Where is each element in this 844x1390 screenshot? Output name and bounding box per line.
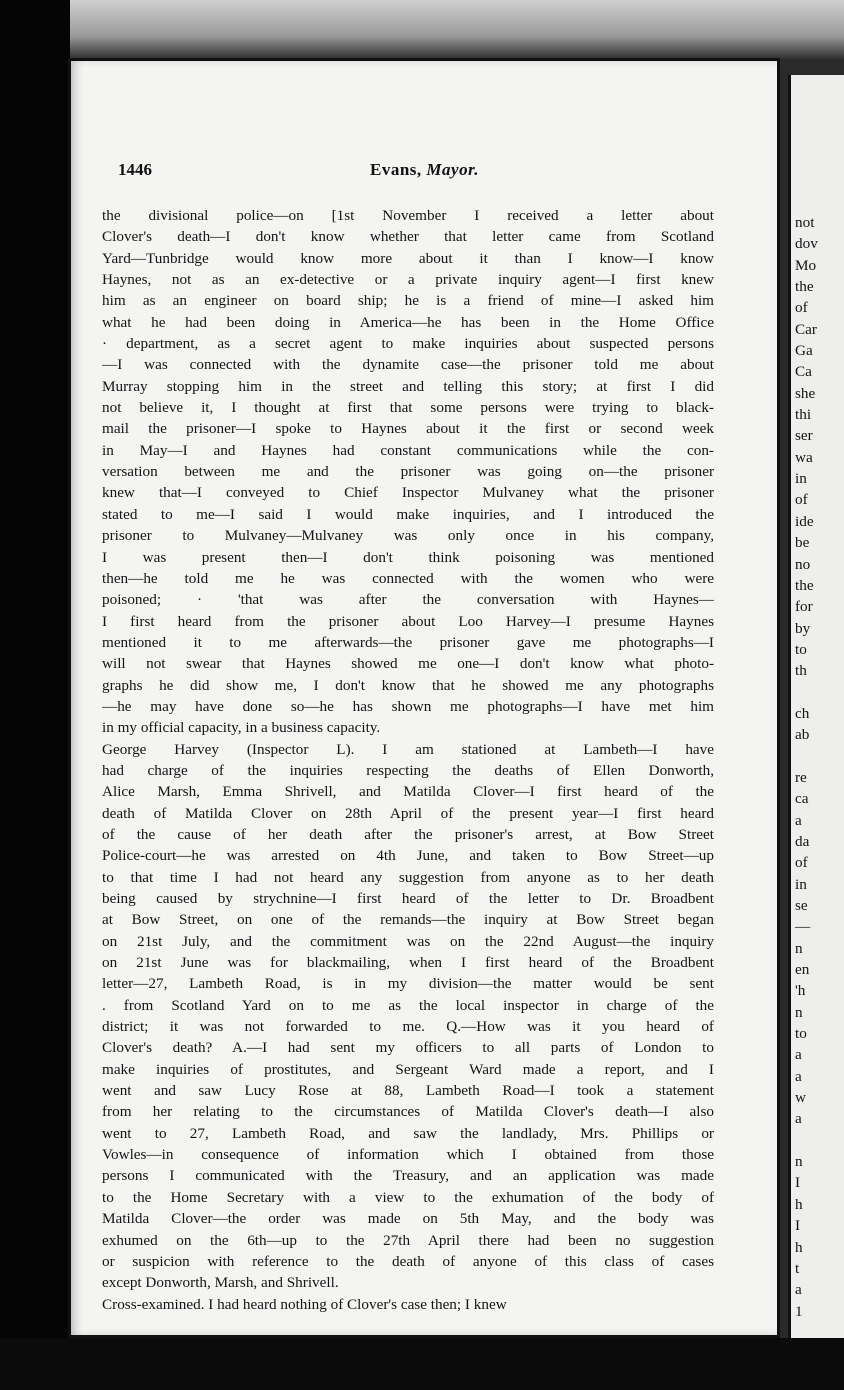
text-line: Haynes, not as an ex-detective or a private inquiry agent—I first knew <box>102 271 714 289</box>
facing-page-line: the <box>795 278 814 296</box>
text-line: prisoner to Mulvaney—Mulvaney was only once in his company, <box>102 527 714 545</box>
running-head-title: Mayor. <box>426 160 480 179</box>
body-text <box>102 205 714 1315</box>
facing-page-line: Mo <box>795 256 817 274</box>
facing-page-line: n <box>795 939 803 957</box>
text-line: went to 27, Lambeth Road, and saw the landlady, Mrs. Phillips or <box>102 1124 714 1142</box>
facing-page-line: ca <box>795 790 809 808</box>
facing-page-line: Ga <box>795 342 813 360</box>
text-line: make inquiries of prostitutes, and Sergeant Ward made a report, and I <box>102 1060 714 1078</box>
facing-page-edge <box>788 75 844 1345</box>
text-line: being caused by strychnine—I first heard of the letter to Dr. Broadbent <box>102 890 714 907</box>
facing-page-line: se <box>795 897 808 914</box>
text-line: or suspicion with reference to the death of anyone of this class of cases <box>102 1252 714 1270</box>
facing-page-line: a <box>795 1281 802 1299</box>
text-line: · department, as a secret agent to make inquiries about suspected persons <box>102 335 714 353</box>
facing-page-line: w <box>795 1089 806 1107</box>
facing-page-line: she <box>795 384 816 402</box>
facing-page-line: a <box>795 1046 802 1064</box>
text-line: then—he told me he was connected with the women who were <box>102 569 714 587</box>
text-line: from her relating to the circumstances of Matilda Clover's death—I also <box>102 1103 714 1121</box>
scan-bottom-margin <box>0 1338 844 1390</box>
facing-page-line: n <box>795 1003 803 1021</box>
text-line: the divisional police—on [1st November I received a letter about <box>102 207 714 224</box>
text-line: letter—27, Lambeth Road, is in my division—the matter would be sent <box>102 975 714 993</box>
facing-page-line: a <box>795 1110 802 1128</box>
facing-page-line: Car <box>795 320 817 338</box>
facing-page-line: 'h <box>795 982 806 1000</box>
facing-page-line: ide <box>795 512 814 530</box>
text-line: had charge of the inquiries respecting the deaths of Ellen Donworth, <box>102 761 714 779</box>
facing-page-text <box>791 212 818 1322</box>
facing-page-line <box>791 1130 818 1151</box>
facing-page-line: thi <box>795 406 812 424</box>
text-line: stated to me—I said I would make inquiries, and I introduced the <box>102 505 714 523</box>
facing-page-line: n <box>795 1153 803 1171</box>
text-line: Police-court—he was arrested on 4th June, and taken to Bow Street—up <box>102 847 714 865</box>
facing-page-line: no <box>795 555 811 573</box>
text-line: Murray stopping him in the street and telling this story; at first I did <box>102 377 714 395</box>
text-line: district; it was not forwarded to me. Q.—How was it you heard of <box>102 1018 714 1036</box>
facing-page-line: by <box>795 619 811 637</box>
text-line: him as an engineer on board ship; he is a friend of mine—I asked him <box>102 292 714 310</box>
text-line: Alice Marsh, Emma Shrivell, and Matilda Clover—I first heard of the <box>102 783 714 801</box>
scan-left-margin <box>0 0 70 1390</box>
facing-page-line: wa <box>795 448 813 466</box>
facing-page-line: ser <box>795 427 813 445</box>
facing-page-line: in <box>795 470 807 488</box>
facing-page-line: dov <box>795 235 818 253</box>
text-line: Matilda Clover—the order was made on 5th May, and the body was <box>102 1210 714 1228</box>
facing-page-line: ab <box>795 726 810 744</box>
facing-page-line: of <box>795 491 808 509</box>
text-line: Clover's death? A.—I had sent my officers to all parts of London to <box>102 1039 714 1057</box>
text-line: persons I communicated with the Treasury, and an application was made <box>102 1167 714 1185</box>
facing-page-line: en <box>795 961 810 979</box>
facing-page-line: 1 <box>795 1302 803 1320</box>
text-line: at Bow Street, on one of the remands—the inquiry at Bow Street began <box>102 911 714 929</box>
facing-page-line: Ca <box>795 363 812 381</box>
facing-page-line: I <box>795 1217 801 1235</box>
text-line: in my official capacity, in a business capacity. <box>102 719 381 737</box>
facing-page-line: — <box>795 918 811 936</box>
text-line: George Harvey (Inspector L). I am stationed at Lambeth—I have <box>102 740 714 758</box>
facing-page-line: of <box>795 299 808 317</box>
text-line: . from Scotland Yard on to me as the local inspector in charge of the <box>102 996 714 1014</box>
text-line: I was present then—I don't think poisoning was mentioned <box>102 548 714 566</box>
facing-page-line: t <box>795 1259 800 1277</box>
facing-page-line <box>791 746 818 767</box>
text-line: in May—I and Haynes had constant communications while the con- <box>102 441 714 459</box>
facing-page-line: h <box>795 1195 803 1213</box>
running-head <box>370 160 479 180</box>
text-line: to that time I had not heard any suggestion from anyone as to her death <box>102 868 714 886</box>
page-number: 1446 <box>118 160 152 179</box>
text-line: will not swear that Haynes showed me one—I don't know what photo- <box>102 655 714 673</box>
text-line: except Donworth, Marsh, and Shrivell. <box>102 1274 339 1292</box>
text-line: not believe it, I thought at first that some persons were trying to black- <box>102 399 714 417</box>
text-line: Vowles—in consequence of information which I obtained from those <box>102 1146 714 1164</box>
facing-page-line: a <box>795 811 802 829</box>
facing-page-line: to <box>795 1025 807 1043</box>
text-line: mail the prisoner—I spoke to Haynes about it the first or second week <box>102 420 714 438</box>
page-header <box>118 160 712 190</box>
facing-page-line: of <box>795 854 808 872</box>
facing-page-line: not <box>795 214 815 231</box>
text-line: —I was connected with the dynamite case—the prisoner told me about <box>102 356 714 374</box>
text-line: versation between me and the prisoner was going on—the prisoner <box>102 463 714 481</box>
text-line: Yard—Tunbridge would know more about it than I know—I know <box>102 249 714 267</box>
facing-page-line: I <box>795 1174 801 1192</box>
text-line: graphs he did show me, I don't know that he showed me any photographs <box>102 676 714 694</box>
text-line: knew that—I conveyed to Chief Inspector Mulvaney what the prisoner <box>102 484 714 502</box>
text-line: I first heard from the prisoner about Loo Harvey—I presume Haynes <box>102 612 714 630</box>
facing-page-line: th <box>795 662 807 680</box>
facing-page-line: to <box>795 640 807 658</box>
text-line: exhumed on the 6th—up to the 27th April there had been no suggestion <box>102 1231 714 1249</box>
facing-page-line <box>791 682 818 703</box>
text-line: poisoned; · 'that was after the conversation with Haynes— <box>102 591 714 609</box>
text-line: to the Home Secretary with a view to the exhumation of the body of <box>102 1188 714 1206</box>
facing-page-line: ch <box>795 704 810 722</box>
facing-page-line: be <box>795 534 810 552</box>
text-line: what he had been doing in America—he has been in the Home Office <box>102 313 714 331</box>
facing-page-line: for <box>795 598 813 616</box>
text-line: of the cause of her death after the prisoner's arrest, at Bow Street <box>102 825 714 843</box>
text-line: death of Matilda Clover on 28th April of the present year—I first heard <box>102 804 714 822</box>
running-head-name: Evans, <box>370 160 422 179</box>
text-line: mentioned it to me afterwards—the prisoner gave me photographs—I <box>102 633 714 651</box>
scan-top-margin <box>0 0 844 60</box>
text-line: on 21st July, and the commitment was on the 22nd August—the inquiry <box>102 932 714 950</box>
text-line: went and saw Lucy Rose at 88, Lambeth Road—I took a statement <box>102 1082 714 1100</box>
facing-page-line: the <box>795 576 814 594</box>
facing-page-line: da <box>795 832 810 850</box>
text-line: Cross-examined. I had heard nothing of Clover's case then; I knew <box>102 1295 507 1313</box>
text-line: Clover's death—I don't know whether that letter came from Scotland <box>102 228 714 246</box>
facing-page-line: a <box>795 1067 802 1085</box>
text-line: —he may have done so—he has shown me photographs—I have met him <box>102 697 714 715</box>
facing-page-line: h <box>795 1238 803 1256</box>
facing-page-line: in <box>795 875 807 893</box>
facing-page-line: re <box>795 768 807 786</box>
text-line: on 21st June was for blackmailing, when I first heard of the Broadbent <box>102 954 714 972</box>
